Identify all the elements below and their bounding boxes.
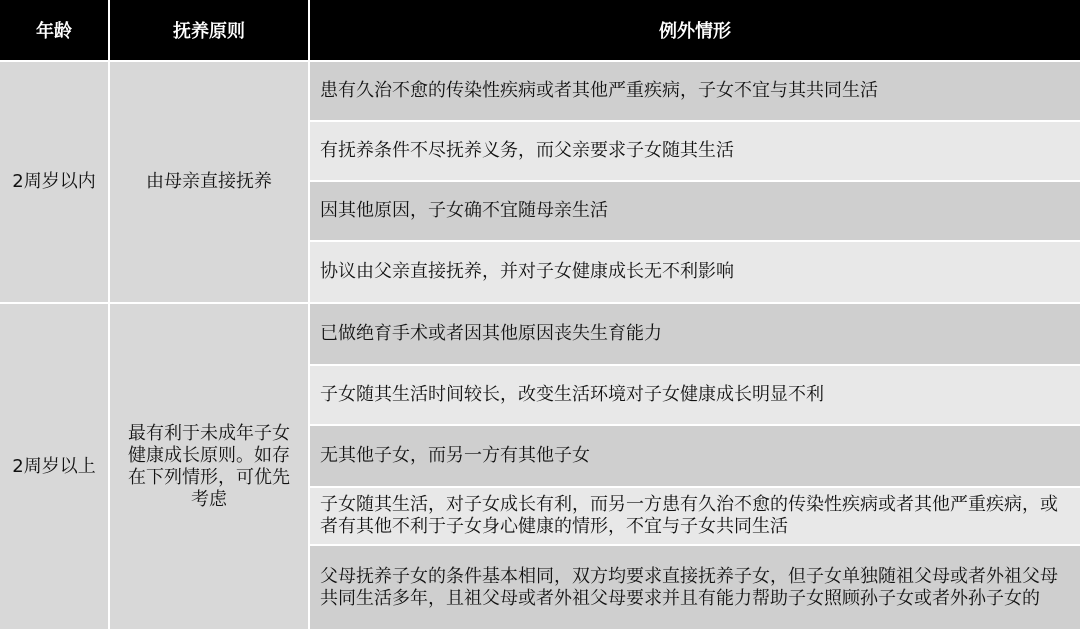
exception-text: 因其他原因，子女确不宜随母亲生活: [320, 200, 608, 221]
exception-text: 患有久治不愈的传染性疾病或者其他严重疾病，子女不宜与其共同生活: [320, 80, 878, 101]
exception-text: 无其他子女，而另一方有其他子女: [320, 445, 590, 466]
group2-exception-5: [310, 546, 1080, 629]
group1-exception-3: [310, 182, 1080, 240]
group1-age: 2周岁以内: [0, 62, 108, 302]
group2-principle: [110, 304, 308, 629]
group1-principle: 由母亲直接抚养: [110, 62, 308, 302]
group2-exception-3: [310, 426, 1080, 486]
exception-text: 子女随其生活时间较长，改变生活环境对子女健康成长明显不利: [320, 384, 824, 405]
exception-text: 子女随其生活，对子女成长有利，而另一方患有久治不愈的传染性疾病或者其他严重疾病，或者有其他不利于子女身心健康的情形，不宜与子女共同生活: [320, 494, 1058, 537]
header-exceptions: 例外情形: [310, 0, 1080, 60]
exception-text: 协议由父亲直接抚养，并对子女健康成长无不利影响: [320, 261, 734, 282]
group2-age: 2周岁以上: [0, 304, 108, 629]
group2-exception-4: [310, 488, 1080, 544]
group1-exception-4: [310, 242, 1080, 302]
header-principle: 抚养原则: [110, 0, 308, 60]
exception-text: 父母抚养子女的条件基本相同，双方均要求直接抚养子女，但子女单独随祖父母或者外祖父母共同生活多年，且祖父母或者外祖父母要求并且有能力帮助子女照顾孙子女或者外孙子女的: [320, 565, 1058, 609]
group1-exception-2: [310, 122, 1080, 180]
exception-text: 有抚养条件不尽抚养义务，而父亲要求子女随其生活: [320, 140, 734, 161]
group2-exception-1: [310, 304, 1080, 364]
exception-text: 已做绝育手术或者因其他原因丧失生育能力: [320, 323, 662, 344]
group2-exception-2: [310, 366, 1080, 424]
header-age: 年龄: [0, 0, 108, 60]
principle-text: 最有利于未成年子女健康成长原则。如存在下列情形，可优先考虑: [128, 422, 290, 510]
group1-exception-1: [310, 62, 1080, 120]
